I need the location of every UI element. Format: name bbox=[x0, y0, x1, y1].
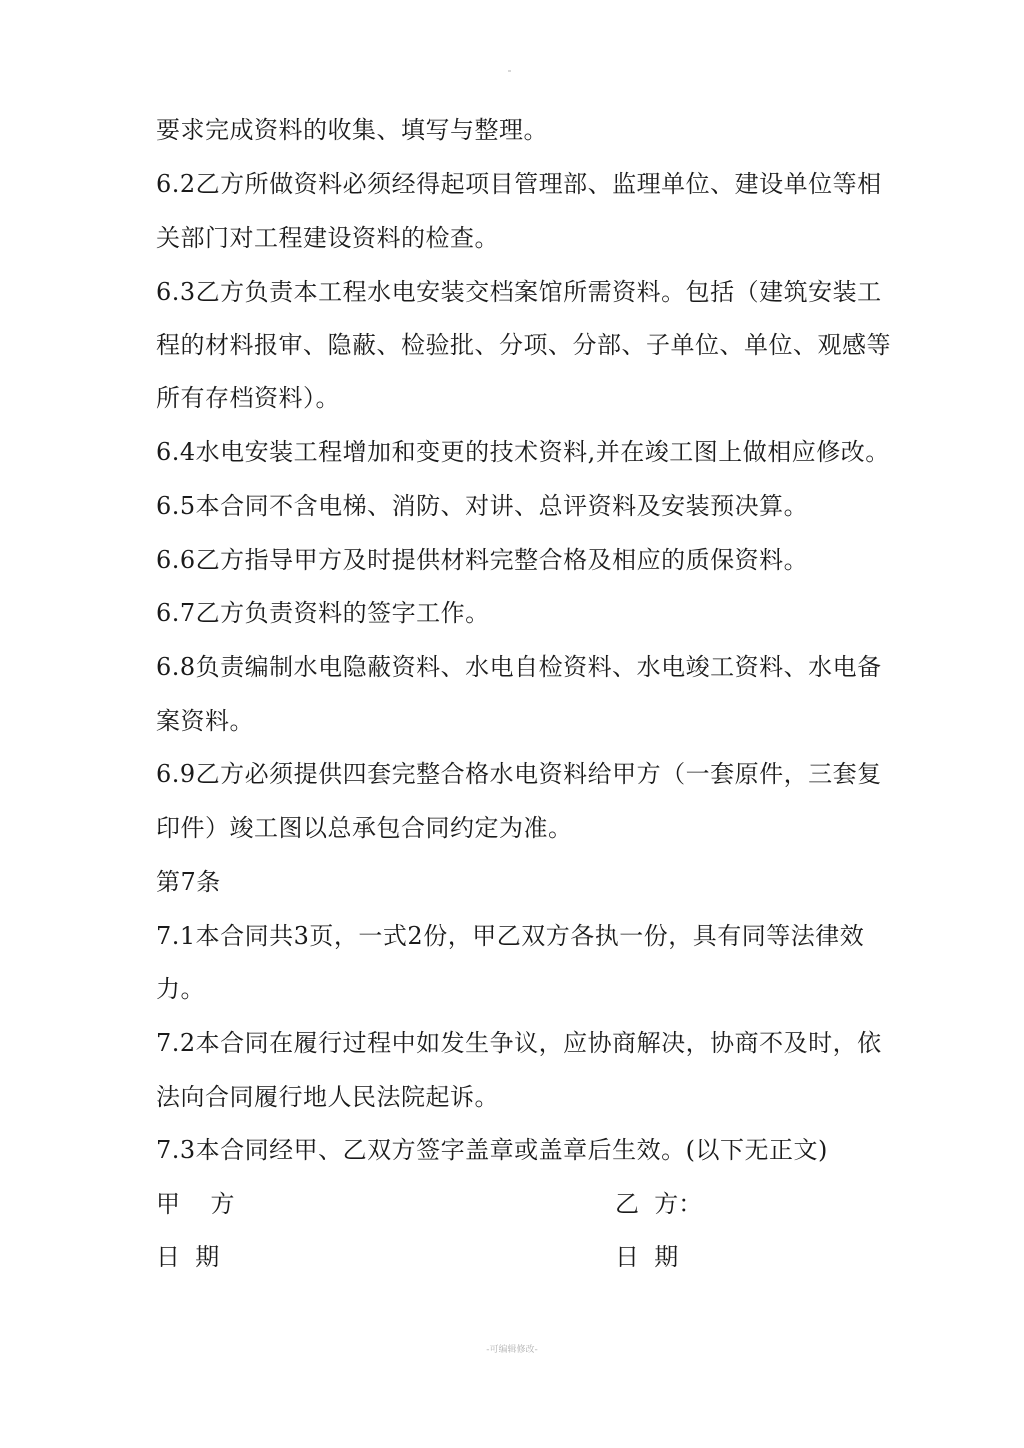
text-line: 6.5本合同不含电梯、消防、对讲、总评资料及安装预决算。 bbox=[156, 492, 809, 520]
text-line: 印件）竣工图以总承包合同约定为准。 bbox=[156, 814, 573, 842]
party-a-label: 甲 方 bbox=[156, 1190, 235, 1218]
text-line: 7.1本合同共3页，一式2份，甲乙双方各执一份，具有同等法律效 bbox=[156, 922, 865, 950]
text-line: 关部门对工程建设资料的检查。 bbox=[156, 224, 499, 252]
text-line: 程的材料报审、隐蔽、检验批、分项、分部、子单位、单位、观感等 bbox=[156, 331, 891, 359]
date-b-label: 日 期 bbox=[615, 1243, 679, 1271]
text-line: 6.2乙方所做资料必须经得起项目管理部、监理单位、建设单位等相 bbox=[156, 170, 882, 198]
text-line: 所有存档资料）。 bbox=[156, 384, 340, 412]
article-heading: 第7条 bbox=[156, 868, 221, 896]
footer-note: -可编辑修改- bbox=[486, 1345, 538, 1355]
text-line: 6.3乙方负责本工程水电安装交档案馆所需资料。包括（建筑安装工 bbox=[156, 278, 882, 306]
text-line: 6.7乙方负责资料的签字工作。 bbox=[156, 599, 490, 627]
text-line: 6.8负责编制水电隐蔽资料、水电自检资料、水电竣工资料、水电备 bbox=[156, 653, 882, 681]
text-line: 6.9乙方必须提供四套完整合格水电资料给甲方（一套原件，三套复 bbox=[156, 760, 882, 788]
text-line: 法向合同履行地人民法院起诉。 bbox=[156, 1083, 499, 1111]
text-line: 7.2本合同在履行过程中如发生争议，应协商解决，协商不及时，依 bbox=[156, 1029, 882, 1057]
text-line: 7.3本合同经甲、乙双方签字盖章或盖章后生效。(以下无正文) bbox=[156, 1136, 828, 1164]
text-line: 案资料。 bbox=[156, 707, 254, 735]
party-b-label: 乙 方： bbox=[615, 1190, 703, 1218]
text-line: 要求完成资料的收集、填写与整理。 bbox=[156, 116, 548, 144]
text-line: 6.6乙方指导甲方及时提供材料完整合格及相应的质保资料。 bbox=[156, 546, 809, 574]
text-line: 6.4水电安装工程增加和变更的技术资料,并在竣工图上做相应修改。 bbox=[156, 438, 890, 466]
date-a-label: 日 期 bbox=[156, 1243, 220, 1271]
page-mark bbox=[508, 70, 511, 72]
text-line: 力。 bbox=[156, 975, 205, 1003]
